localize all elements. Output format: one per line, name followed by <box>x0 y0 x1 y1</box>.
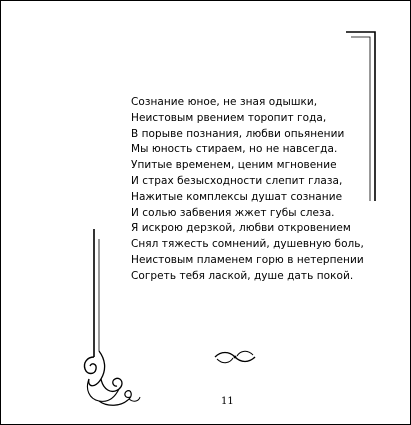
poem-line: Упитые временем, ценим мгновение <box>131 159 337 172</box>
poem-line: Согреть тебя лаской, душе дать покой. <box>131 269 354 282</box>
poem-line: Мы юность стираем, но не навсегда. <box>131 143 338 156</box>
poem-line: Нажитые комплексы душат сознание <box>131 190 343 203</box>
poem-line: Я искрою дерзкой, любви откровением <box>131 222 351 235</box>
poem-line: Сознание юное, не зная одышки, <box>131 96 318 108</box>
poem-line: Неистовым пламенем горю в нетерпении <box>131 253 364 266</box>
page-number: 11 <box>221 396 234 407</box>
poem-line: Снял тяжесть сомнений, душевную боль, <box>131 238 364 251</box>
poem-text <box>131 95 371 285</box>
poem-line: И солью забвения жжет губы слеза. <box>131 206 335 219</box>
swirl-divider-icon <box>213 347 257 367</box>
poem-line: В порыве познания, любви опьянении <box>131 127 345 140</box>
poem-line: И страх безысходности слепит глаза, <box>131 174 343 187</box>
poem-line: Неистовым рвением торопит года, <box>131 111 327 124</box>
